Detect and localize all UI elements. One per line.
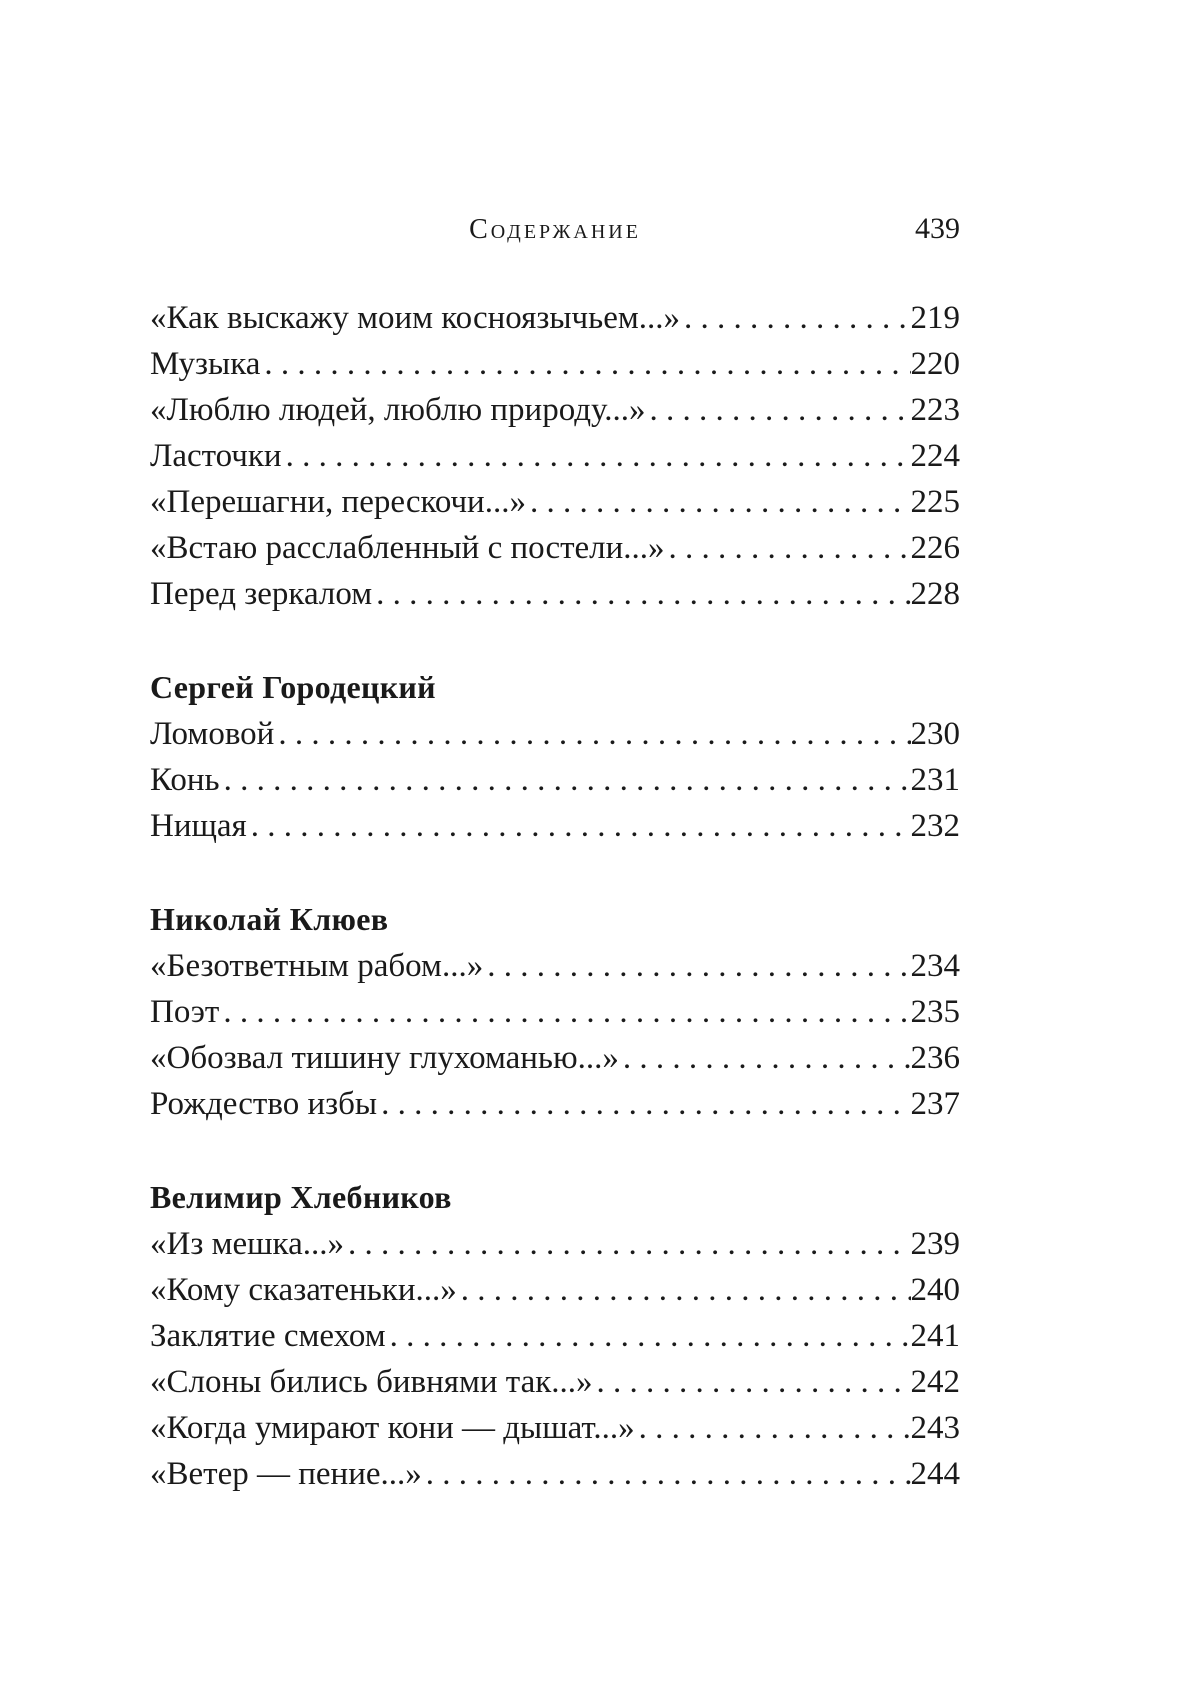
dot-leader bbox=[220, 757, 911, 803]
dot-leader bbox=[274, 711, 910, 757]
dot-leader bbox=[665, 525, 911, 571]
toc-entry-title: «Ветер — пение...» bbox=[150, 1456, 422, 1492]
dot-leader bbox=[635, 1405, 911, 1451]
page-number: 439 bbox=[915, 212, 960, 245]
toc-entry[interactable] bbox=[150, 1359, 960, 1405]
toc-entry-title: Заклятие смехом bbox=[150, 1318, 386, 1354]
toc-entry-title: «Кому сказатеньки...» bbox=[150, 1272, 457, 1308]
table-of-contents bbox=[150, 295, 960, 1497]
dot-leader bbox=[386, 1313, 911, 1359]
toc-entry[interactable] bbox=[150, 803, 960, 849]
toc-entry-title: «Обозвал тишину глухоманью...» bbox=[150, 1040, 619, 1076]
toc-entry-page: 225 bbox=[910, 484, 960, 520]
toc-entry-title: Ломовой bbox=[150, 716, 275, 752]
toc-entry-page: 236 bbox=[910, 1040, 960, 1076]
toc-entry-page: 240 bbox=[910, 1272, 960, 1308]
dot-leader bbox=[247, 803, 911, 849]
dot-leader bbox=[282, 433, 911, 479]
toc-entry-title: «Перешагни, перескочи...» bbox=[150, 484, 526, 520]
toc-entry-page: 223 bbox=[910, 392, 960, 428]
toc-entry-page: 241 bbox=[910, 1318, 960, 1354]
toc-entry-page: 230 bbox=[910, 716, 960, 752]
toc-entry-title: «Как выскажу моим косноязычьем...» bbox=[150, 300, 680, 336]
toc-entry-title: Музыка bbox=[150, 346, 261, 382]
toc-entry-page: 239 bbox=[910, 1226, 960, 1262]
toc-entry[interactable] bbox=[150, 989, 960, 1035]
toc-entry-page: 220 bbox=[910, 346, 960, 382]
toc-entry[interactable] bbox=[150, 571, 960, 617]
toc-entry-page: 237 bbox=[910, 1086, 960, 1122]
toc-section bbox=[150, 295, 960, 617]
toc-entry[interactable] bbox=[150, 1081, 960, 1127]
toc-entry-page: 226 bbox=[910, 530, 960, 566]
toc-entry[interactable] bbox=[150, 1451, 960, 1497]
toc-entry[interactable] bbox=[150, 387, 960, 433]
toc-entry-page: 243 bbox=[910, 1410, 960, 1446]
toc-entry[interactable] bbox=[150, 1313, 960, 1359]
dot-leader bbox=[619, 1035, 911, 1081]
toc-entry[interactable] bbox=[150, 433, 960, 479]
toc-entry-title: «Слоны бились бивнями так...» bbox=[150, 1364, 593, 1400]
dot-leader bbox=[526, 479, 911, 525]
toc-entry-page: 234 bbox=[910, 948, 960, 984]
toc-entry-title: «Безответным рабом...» bbox=[150, 948, 484, 984]
toc-entry-page: 224 bbox=[910, 438, 960, 474]
toc-entry-title: Ласточки bbox=[150, 438, 282, 474]
toc-entry-page: 242 bbox=[910, 1364, 960, 1400]
dot-leader bbox=[422, 1451, 911, 1497]
toc-entry[interactable] bbox=[150, 1267, 960, 1313]
toc-entry-page: 231 bbox=[910, 762, 960, 798]
toc-entry-title: Нищая bbox=[150, 808, 247, 844]
toc-entry[interactable] bbox=[150, 295, 960, 341]
toc-entry-page: 244 bbox=[910, 1456, 960, 1492]
toc-entry[interactable] bbox=[150, 525, 960, 571]
author-heading: Николай Клюев bbox=[150, 901, 389, 937]
toc-entry-page: 235 bbox=[910, 994, 960, 1030]
toc-entry-title: «Встаю расслабленный с постели...» bbox=[150, 530, 665, 566]
toc-entry[interactable] bbox=[150, 711, 960, 757]
toc-section bbox=[150, 1173, 960, 1497]
toc-entry-page: 232 bbox=[910, 808, 960, 844]
toc-entry-title: «Люблю людей, люблю природу...» bbox=[150, 392, 646, 428]
toc-entry[interactable] bbox=[150, 1221, 960, 1267]
dot-leader bbox=[680, 295, 911, 341]
dot-leader bbox=[483, 943, 910, 989]
dot-leader bbox=[593, 1359, 911, 1405]
toc-entry-title: Конь bbox=[150, 762, 220, 798]
toc-entry-page: 228 bbox=[910, 576, 960, 612]
toc-entry-title: Поэт bbox=[150, 994, 220, 1030]
dot-leader bbox=[344, 1221, 911, 1267]
toc-entry-title: «Из мешка...» bbox=[150, 1226, 344, 1262]
author-heading: Велимир Хлебников bbox=[150, 1179, 452, 1215]
dot-leader bbox=[645, 387, 910, 433]
toc-entry-page: 219 bbox=[910, 300, 960, 336]
dot-leader bbox=[219, 989, 910, 1035]
running-header bbox=[150, 212, 960, 256]
toc-section bbox=[150, 895, 960, 1127]
toc-entry-title: «Когда умирают кони — дышат...» bbox=[150, 1410, 635, 1446]
author-heading: Сергей Городецкий bbox=[150, 669, 436, 705]
toc-entry[interactable] bbox=[150, 1405, 960, 1451]
toc-entry[interactable] bbox=[150, 341, 960, 387]
running-header-title: Содержание bbox=[469, 214, 641, 245]
dot-leader bbox=[377, 1081, 910, 1127]
dot-leader bbox=[372, 571, 910, 617]
dot-leader bbox=[260, 341, 910, 387]
toc-entry-title: Рождество избы bbox=[150, 1086, 378, 1122]
toc-section bbox=[150, 663, 960, 849]
toc-entry[interactable] bbox=[150, 943, 960, 989]
toc-entry[interactable] bbox=[150, 479, 960, 525]
toc-entry[interactable] bbox=[150, 757, 960, 803]
toc-entry-title: Перед зеркалом bbox=[150, 576, 373, 612]
toc-entry[interactable] bbox=[150, 1035, 960, 1081]
dot-leader bbox=[457, 1267, 911, 1313]
